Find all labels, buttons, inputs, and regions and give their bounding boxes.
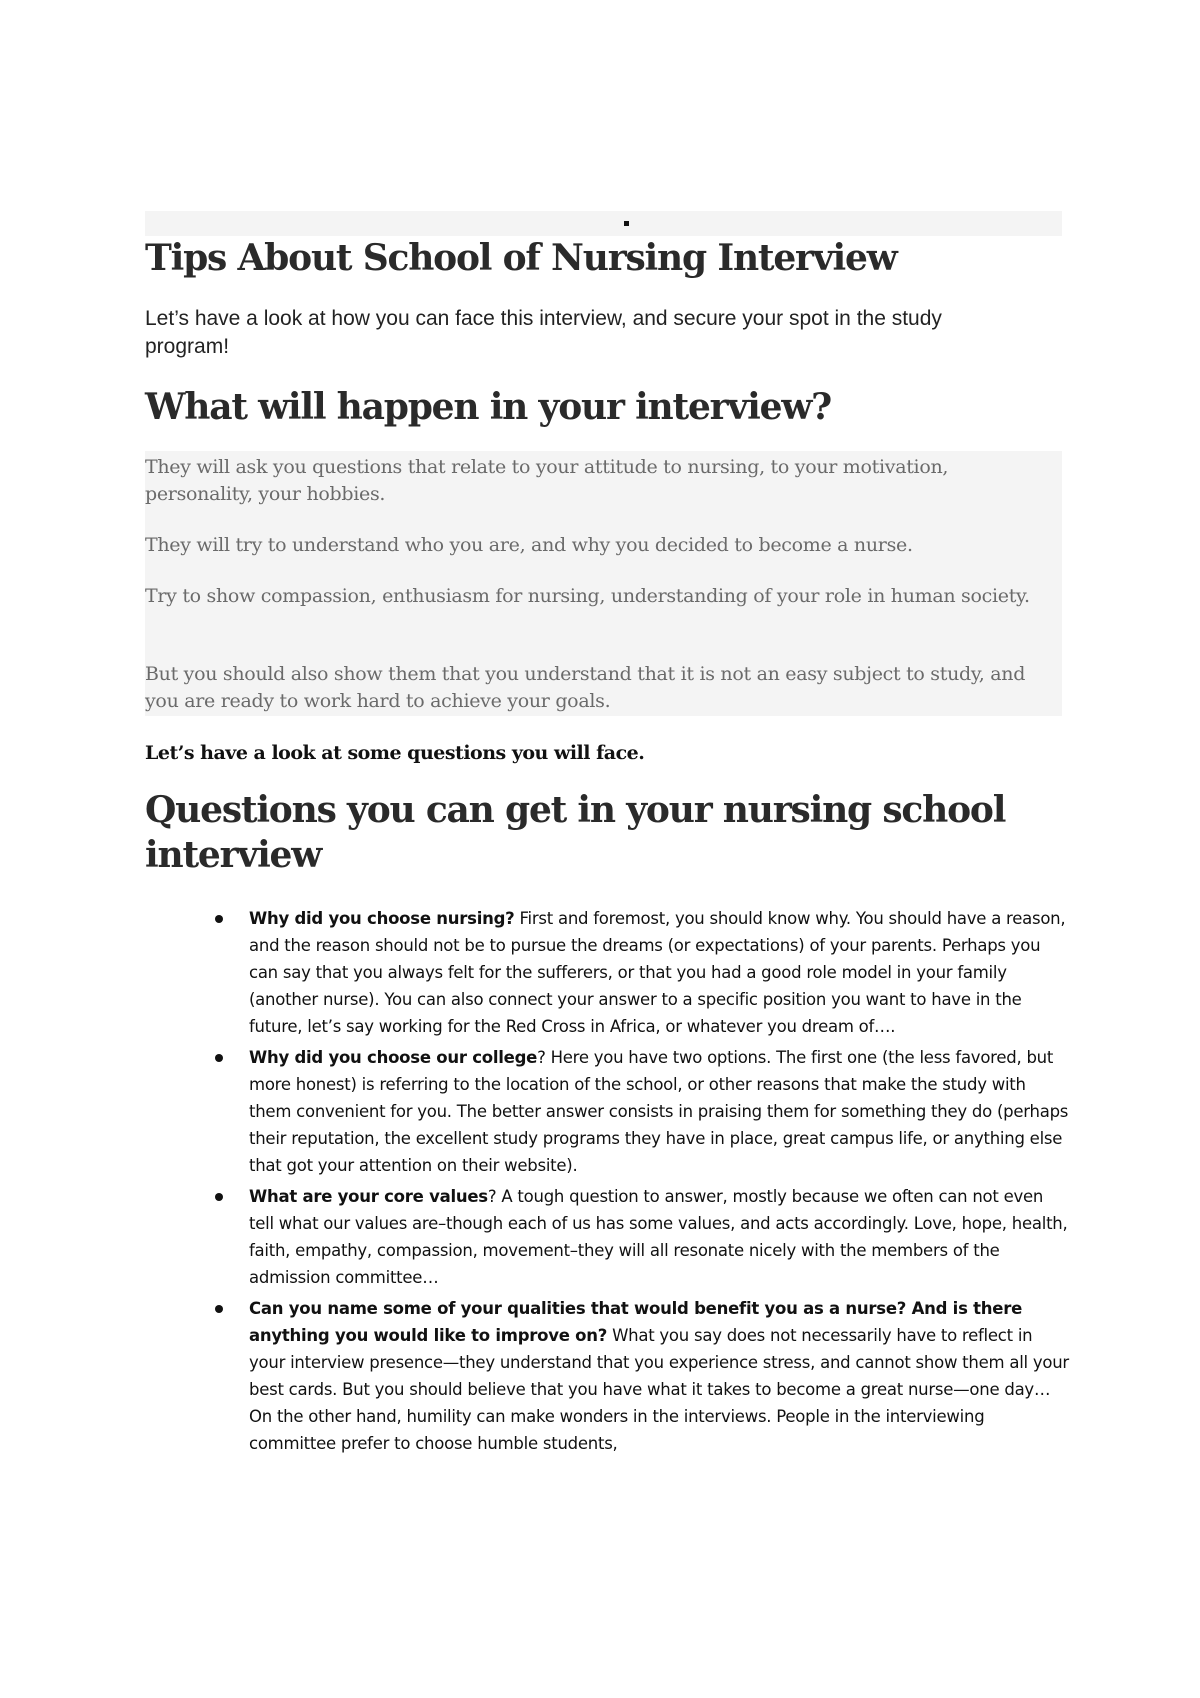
question-text: What are your core values — [249, 1187, 488, 1206]
question-text: Why did you choose nursing? — [249, 909, 515, 928]
section-heading-questions: Questions you can get in your nursing school interview — [145, 789, 1006, 876]
highlighted-text-block — [145, 451, 1062, 716]
highlighted-paragraph: Try to show compassion, enthusiasm for nursing, understanding of your role in human society. — [145, 585, 1030, 607]
question-text: Can you name some of your qualities that would benefit you as a nurse? And is there anything you would like to improve on? — [249, 1299, 1023, 1345]
bullet-mark-icon — [624, 221, 629, 226]
questions-list — [0, 905, 1200, 1461]
bullet-icon — [215, 1054, 223, 1062]
main-heading: Tips About School of Nursing Interview — [145, 237, 897, 279]
list-item — [0, 905, 1069, 1040]
bullet-icon — [215, 1305, 223, 1313]
question-text: Why did you choose our college — [249, 1048, 538, 1067]
top-shaded-strip — [145, 211, 1062, 236]
questions-lead-in: Let’s have a look at some questions you will face. — [145, 742, 645, 764]
highlighted-paragraph: They will ask you questions that relate to your attitude to nursing, to your motivation, personality, your hobbies. — [145, 456, 949, 505]
bullet-icon — [215, 1193, 223, 1201]
list-item — [0, 1183, 1069, 1291]
highlighted-paragraph: But you should also show them that you understand that it is not an easy subject to study, and you are ready to work hard to achieve your goals. — [145, 663, 1026, 712]
list-item — [0, 1295, 1069, 1457]
answer-text: What you say does not necessarily have to reflect in your interview presence—they understand that you experience stress, and cannot show them all your best cards. But you should believe that you have what it takes to become a great nurse—one day…On the other hand, humility can make wonders in the interviews. People in the interviewing committee prefer to choose humble students, — [249, 1326, 1069, 1453]
bullet-icon — [215, 915, 223, 923]
answer-text: First and foremost, you should know why. You should have a reason, and the reason should not be to pursue the dreams (or expectations) of your parents. Perhaps you can say that you always felt for the sufferers, or that you had a good role model in your family (another nurse). You can also connect your answer to a specific position you want to have in the future, let’s say working for the Red Cross in Africa, or whatever you dream of…. — [249, 909, 1066, 1036]
answer-text: ? A tough question to answer, mostly because we often can not even tell what our values are–though each of us has some values, and acts accordingly. Love, hope, health, faith, empathy, compassion, movement–they will all resonate nicely with the members of the admission committee… — [249, 1187, 1068, 1287]
list-item — [0, 1044, 1069, 1179]
highlighted-paragraph: They will try to understand who you are, and why you decided to become a nurse. — [145, 534, 913, 556]
intro-paragraph: Let’s have a look at how you can face this interview, and secure your spot in the study program! — [145, 307, 942, 358]
answer-text: ? Here you have two options. The first one (the less favored, but more honest) is referring to the location of the school, or other reasons that make the study with them convenient for you. The better answer consists in praising them for something they do (perhaps their reputation, the excellent study programs they have in place, great campus life, or anything else that got your attention on their website). — [249, 1048, 1069, 1175]
section-heading-what-happens: What will happen in your interview? — [145, 386, 832, 428]
